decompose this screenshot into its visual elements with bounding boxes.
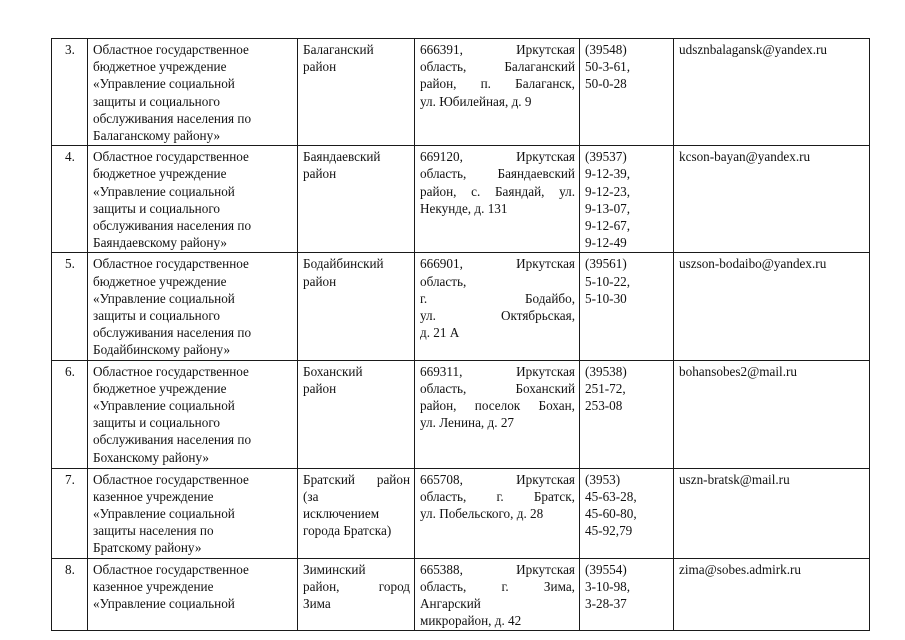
row-number: 5. (52, 253, 88, 360)
district-name-line: район, город (303, 578, 410, 594)
postal-address-line: 665388, Иркутская (420, 561, 575, 577)
row-number: 3. (52, 39, 88, 146)
phone-numbers (580, 39, 674, 146)
row-number: 7. (52, 468, 88, 558)
postal-address-line: область, г. Братск, (420, 488, 575, 504)
table-row (52, 558, 870, 631)
district-name-line: исключением (303, 506, 380, 522)
organization-name (88, 253, 298, 360)
district-name-line: (за (303, 488, 319, 504)
phone-number-line: 9-12-67, (585, 218, 631, 234)
postal-address-line: ул. Побельского, д. 28 (420, 506, 544, 522)
postal-address-line: микрорайон, д. 42 (420, 613, 522, 629)
phone-number-line: 253-08 (585, 398, 623, 414)
organization-name-line: Областное государственное (93, 561, 249, 577)
organization-name-line: бюджетное учреждение (93, 166, 227, 182)
district-name (298, 360, 415, 468)
postal-address (415, 253, 580, 360)
district-name-line: Бодайбинский (303, 256, 384, 272)
organization-name (88, 39, 298, 146)
organization-name-line: защиты и социального (93, 200, 221, 216)
table-body (52, 39, 870, 631)
phone-number-line: 50-0-28 (585, 76, 627, 92)
email-address: uszson-bodaibo@yandex.ru (674, 253, 870, 360)
postal-address-line: 669120, Иркутская (420, 149, 575, 165)
organization-name-line: «Управление социальной (93, 506, 235, 522)
postal-address-line: 669311, Иркутская (420, 363, 575, 379)
phone-number-line: (39554) (585, 561, 627, 577)
district-name (298, 146, 415, 253)
phone-number-line: 9-12-49 (585, 235, 627, 251)
organization-name (88, 558, 298, 631)
email-address: udsznbalagansk@yandex.ru (674, 39, 870, 146)
postal-address-line: область, Боханский (420, 380, 575, 396)
organization-name-line: Областное государственное (93, 256, 249, 272)
postal-address (415, 360, 580, 468)
organization-name-line: казенное учреждение (93, 578, 214, 594)
phone-number-line: (39538) (585, 363, 627, 379)
phone-number-line: 3-10-98, (585, 578, 631, 594)
postal-address-line: область, Баяндаевский (420, 166, 575, 182)
organization-name-line: защиты населения по (93, 523, 214, 539)
organization-name-line: «Управление социальной (93, 76, 235, 92)
organization-name-line: обслуживания населения по (93, 218, 252, 234)
organization-name-line: Областное государственное (93, 42, 249, 57)
district-name-line: Зиминский (303, 561, 366, 577)
phone-number-line: (39537) (585, 149, 627, 165)
organization-name-line: защиты и социального (93, 308, 221, 324)
postal-address-line: ул. Октябрьская, (420, 308, 575, 324)
phone-number-line: 50-3-61, (585, 59, 631, 75)
organization-name-line: бюджетное учреждение (93, 59, 227, 75)
email-address: zima@sobes.admirk.ru (674, 558, 870, 631)
phone-numbers (580, 468, 674, 558)
email-address: kcson-bayan@yandex.ru (674, 146, 870, 253)
organization-name (88, 146, 298, 253)
district-name-line: район (303, 59, 337, 75)
postal-address-line: ул. Ленина, д. 27 (420, 415, 515, 431)
postal-address-line: 665708, Иркутская (420, 471, 575, 487)
postal-address-line: Ангарский (420, 596, 481, 612)
organization-name-line: «Управление социальной (93, 290, 235, 306)
organization-name-line: обслуживания населения по (93, 110, 252, 126)
postal-address (415, 468, 580, 558)
postal-address-line: г. Бодайбо, (420, 290, 575, 306)
organization-name-line: защиты и социального (93, 93, 221, 109)
phone-numbers (580, 146, 674, 253)
organization-name-line: обслуживания населения по (93, 325, 252, 341)
postal-address-line: район, с. Баяндай, ул. (420, 183, 575, 199)
postal-address (415, 146, 580, 253)
district-name (298, 558, 415, 631)
row-number: 4. (52, 146, 88, 253)
phone-number-line: 251-72, (585, 380, 626, 396)
district-name-line: район (303, 380, 337, 396)
phone-number-line: 9-12-39, (585, 166, 631, 182)
district-name-line: Зима (303, 596, 331, 612)
district-name-line: Братский район (303, 471, 410, 487)
postal-address-line: район, п. Балаганск, (420, 76, 575, 92)
organization-name-line: Областное государственное (93, 471, 249, 487)
phone-number-line: 9-13-07, (585, 200, 631, 216)
row-number: 8. (52, 558, 88, 631)
organization-name-line: «Управление социальной (93, 398, 235, 414)
row-number: 6. (52, 360, 88, 468)
phone-number-line: (3953) (585, 471, 621, 487)
organization-name-line: Балаганскому району» (93, 128, 221, 144)
postal-address-line: Некунде, д. 131 (420, 200, 508, 216)
district-name (298, 468, 415, 558)
phone-number-line: 45-92,79 (585, 523, 633, 539)
phone-number-line: (39561) (585, 256, 627, 272)
phone-numbers (580, 360, 674, 468)
organization-name-line: «Управление социальной (93, 183, 235, 199)
district-name-line: район (303, 166, 337, 182)
postal-address (415, 39, 580, 146)
district-name (298, 253, 415, 360)
organization-name-line: «Управление социальной (93, 596, 235, 612)
organization-name-line: Боханскому району» (93, 449, 210, 465)
phone-number-line: (39548) (585, 42, 627, 57)
organization-name-line: обслуживания населения по (93, 432, 252, 448)
district-name-line: район (303, 273, 337, 289)
table-row (52, 468, 870, 558)
organization-name-line: защиты и социального (93, 415, 221, 431)
district-name-line: города Братска) (303, 523, 392, 539)
phone-number-line: 3-28-37 (585, 596, 627, 612)
postal-address-line: 666901, Иркутская (420, 256, 575, 272)
phone-number-line: 9-12-23, (585, 183, 631, 199)
postal-address-line: область, (420, 273, 467, 289)
phone-number-line: 5-10-30 (585, 290, 627, 306)
organization-name-line: Братскому району» (93, 540, 202, 556)
phone-number-line: 5-10-22, (585, 273, 631, 289)
organization-name-line: Областное государственное (93, 363, 249, 379)
email-address: uszn-bratsk@mail.ru (674, 468, 870, 558)
phone-numbers (580, 253, 674, 360)
table-row (52, 146, 870, 253)
institutions-table (51, 38, 870, 631)
postal-address (415, 558, 580, 631)
postal-address-line: область, г. Зима, (420, 578, 575, 594)
postal-address-line: ул. Юбилейная, д. 9 (420, 93, 532, 109)
district-name-line: Боханский (303, 363, 363, 379)
district-name-line: Балаганский (303, 42, 374, 57)
district-name-line: Баяндаевский (303, 149, 381, 165)
organization-name-line: казенное учреждение (93, 488, 214, 504)
postal-address-line: район, поселок Бохан, (420, 398, 575, 414)
organization-name-line: бюджетное учреждение (93, 380, 227, 396)
organization-name-line: бюджетное учреждение (93, 273, 227, 289)
organization-name (88, 468, 298, 558)
table-row (52, 360, 870, 468)
table-row (52, 39, 870, 146)
phone-number-line: 45-63-28, (585, 488, 637, 504)
organization-name-line: Бодайбинскому району» (93, 342, 231, 358)
postal-address-line: д. 21 А (420, 325, 460, 341)
email-address: bohansobes2@mail.ru (674, 360, 870, 468)
organization-name (88, 360, 298, 468)
postal-address-line: 666391, Иркутская (420, 42, 575, 57)
postal-address-line: область, Балаганский (420, 59, 575, 75)
phone-numbers (580, 558, 674, 631)
table-row (52, 253, 870, 360)
district-name (298, 39, 415, 146)
organization-name-line: Баяндаевскому району» (93, 235, 227, 251)
organization-name-line: Областное государственное (93, 149, 249, 165)
phone-number-line: 45-60-80, (585, 506, 637, 522)
